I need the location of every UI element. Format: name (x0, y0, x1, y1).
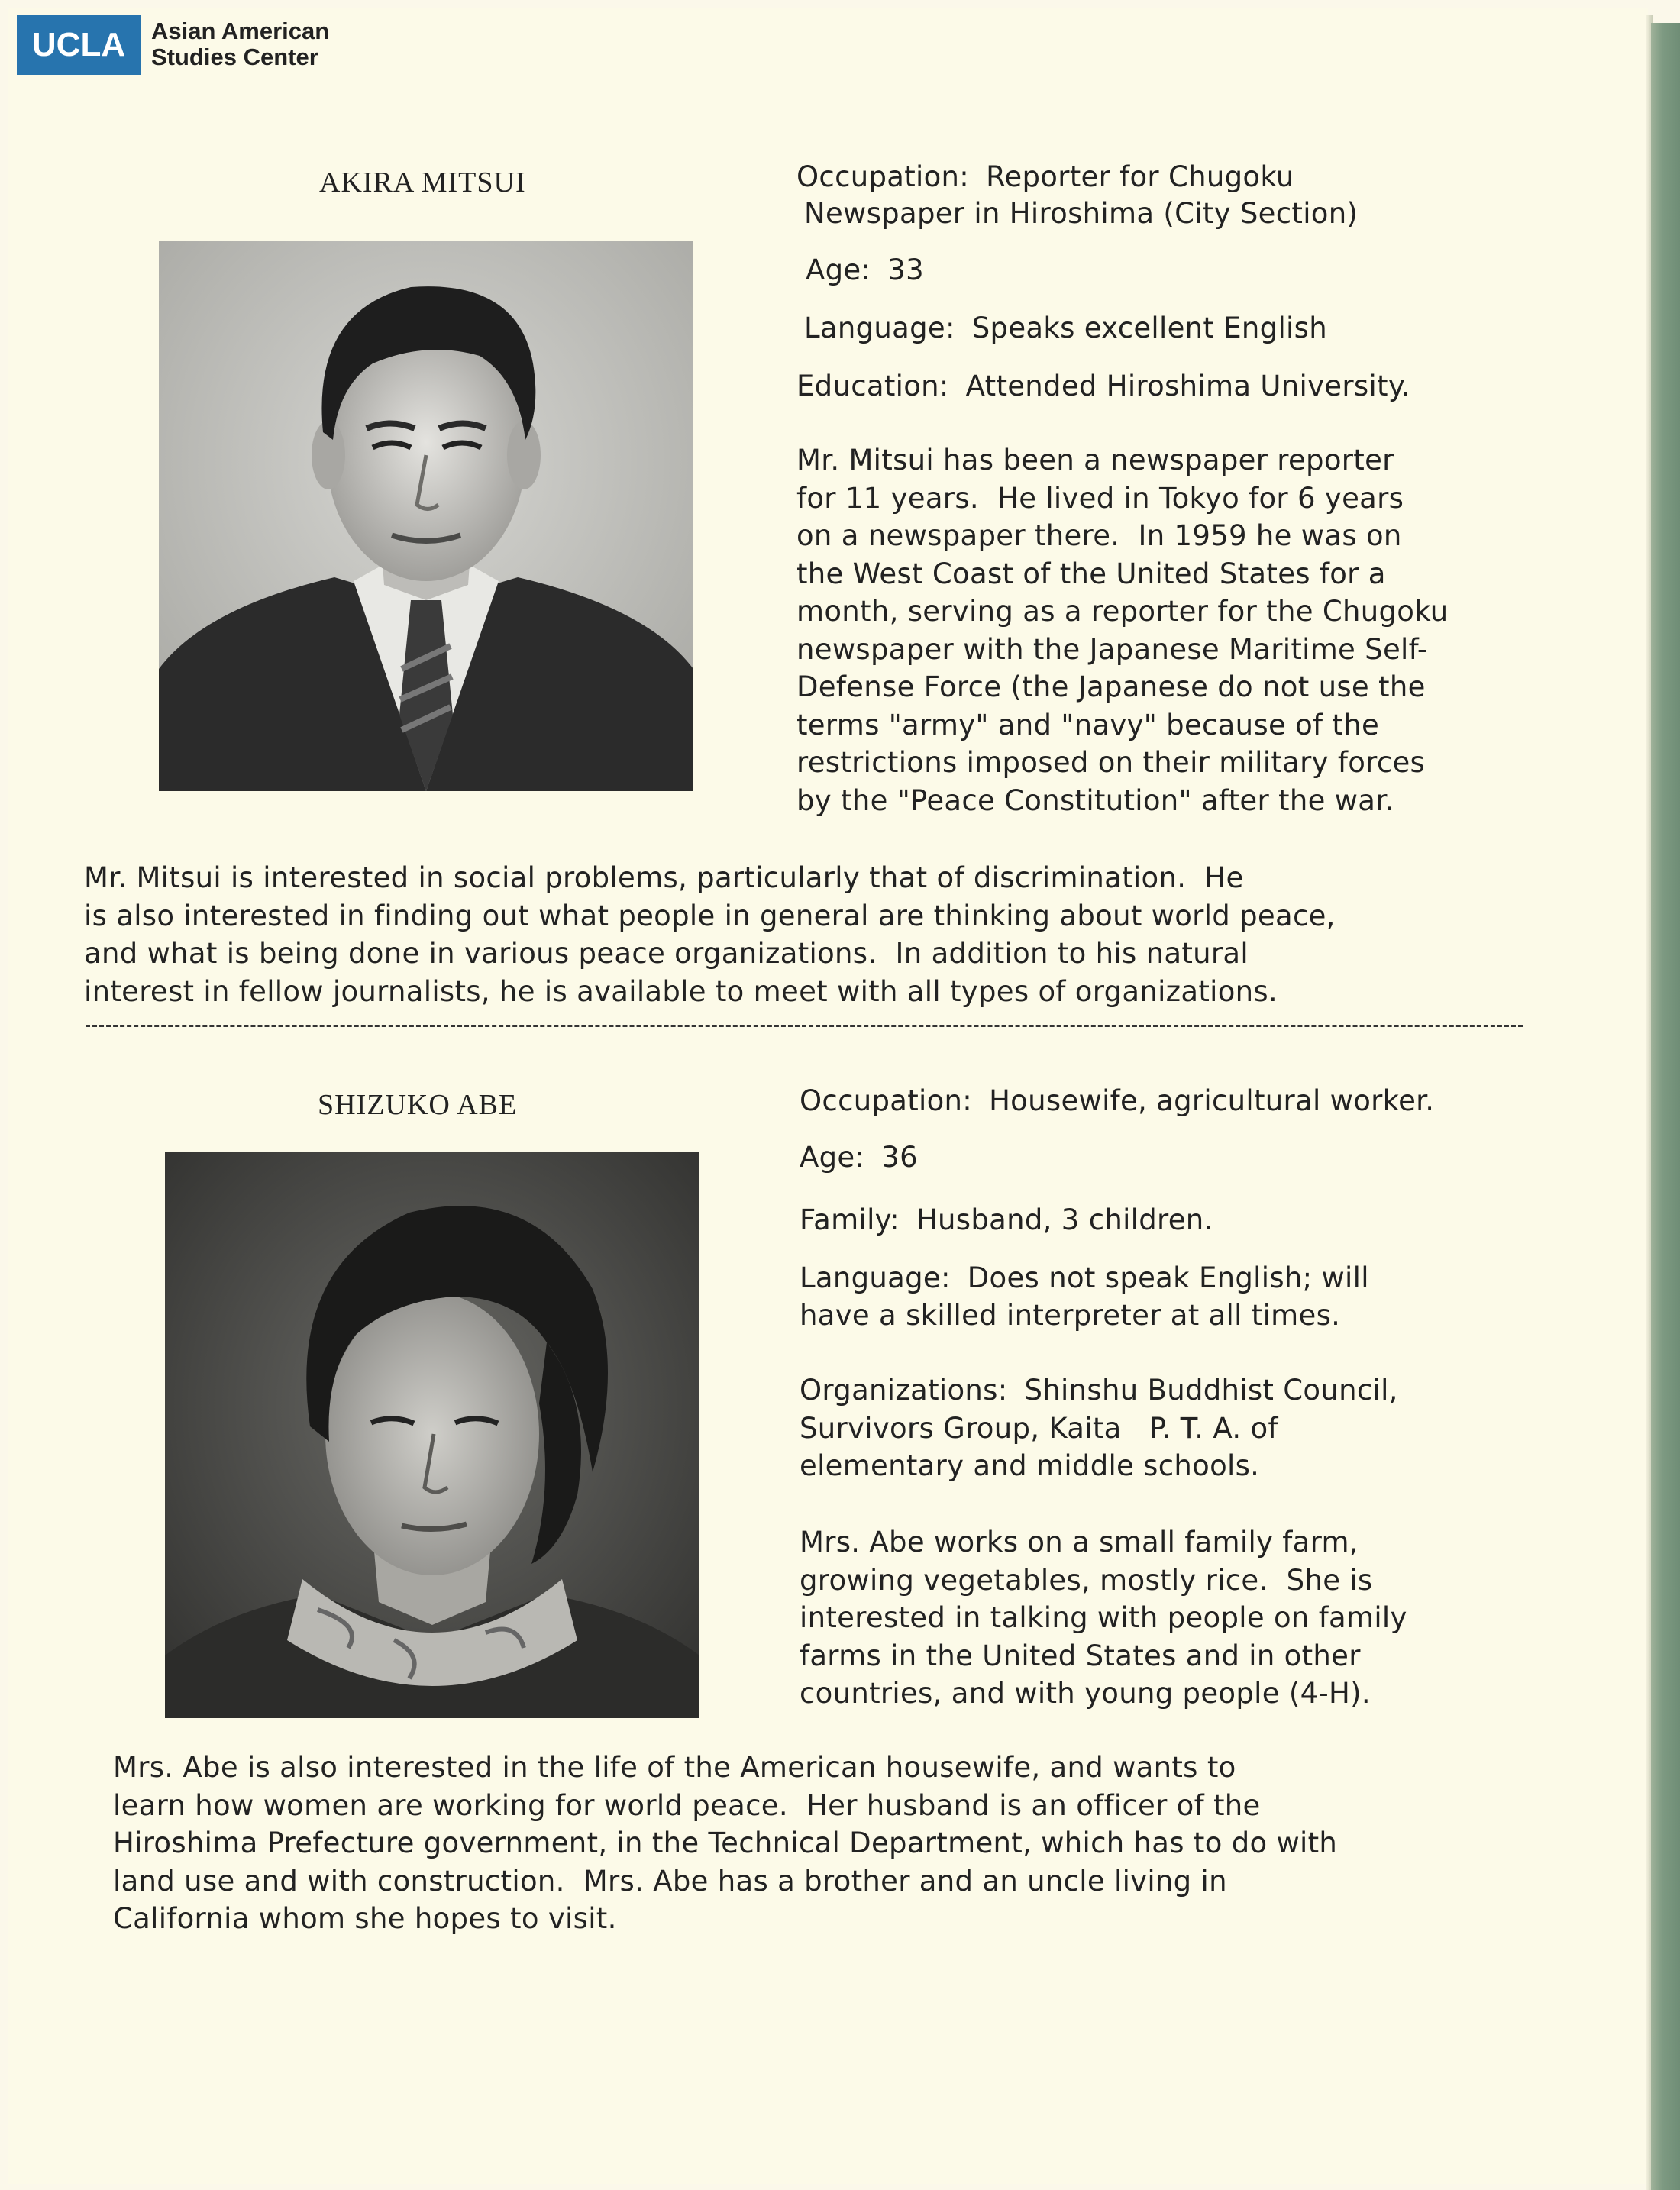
profile2-bio-line: interested in talking with people on family (800, 1601, 1407, 1634)
profile2-extra (113, 1749, 1337, 1938)
profile2-age-value: 36 (881, 1141, 918, 1174)
profile1-photo (159, 241, 693, 791)
profile2-organizations-value-2: Survivors Group, Kaita P. T. A. of (800, 1411, 1278, 1445)
profile1-language-label: Language: (804, 312, 955, 344)
profile2-organizations-value-1: Shinshu Buddhist Council, (1024, 1374, 1398, 1407)
profile1-bio-line: the West Coast of the United States for a (796, 557, 1386, 590)
portrait-man-icon (159, 241, 693, 791)
profile1-bio-line: Defense Force (the Japanese do not use the (796, 670, 1426, 703)
profile2-extra-line: Hiroshima Prefecture government, in the Technical Department, which has to do with (113, 1827, 1338, 1859)
profile2-family (800, 1203, 1213, 1236)
profile1-extra-line: and what is being done in various peace organizations. In addition to his natural (84, 937, 1249, 970)
profile1-occupation (796, 160, 1294, 193)
profile2-occupation (800, 1084, 1434, 1117)
profile2-organizations-value-3: elementary and middle schools. (800, 1449, 1260, 1482)
profile1-extra-line: interest in fellow journalists, he is available to meet with all types of organizations. (84, 974, 1278, 1008)
profile2-extra-line: Mrs. Abe is also interested in the life of the American housewife, and wants to (113, 1751, 1236, 1784)
center-name-line-1: Asian American (151, 18, 330, 44)
profile2-bio-line: farms in the United States and in other (800, 1639, 1361, 1672)
profile2-language (800, 1261, 1369, 1294)
profile1-age-value: 33 (887, 254, 924, 286)
profile1-name: AKIRA MITSUI (319, 166, 526, 199)
profile1-bio-line: for 11 years. He lived in Tokyo for 6 years (796, 481, 1404, 515)
profile1-occupation-label: Occupation: (796, 160, 970, 193)
profile1-education-label: Education: (796, 370, 949, 402)
profile2-bio-line: countries, and with young people (4-H). (800, 1677, 1371, 1710)
profile1-bio (796, 441, 1449, 819)
profile1-bio-line: Mr. Mitsui has been a newspaper reporter (796, 444, 1394, 476)
profile2-language-value-1: Does not speak English; will (967, 1261, 1369, 1294)
profile1-extra-line: is also interested in finding out what people in general are thinking about world peace, (84, 899, 1336, 932)
profile2-organizations-line-1 (800, 1371, 1398, 1410)
profile2-occupation-value: Housewife, agricultural worker. (989, 1084, 1435, 1117)
profile2-name: SHIZUKO ABE (318, 1089, 518, 1121)
ucla-aasc-logo (17, 15, 329, 75)
profile1-language-value: Speaks excellent English (971, 312, 1327, 344)
profile2-language-value-2: have a skilled interpreter at all times. (800, 1299, 1341, 1332)
profile2-language-label: Language: (800, 1261, 951, 1294)
section-divider (86, 1025, 1523, 1027)
profile2-age-label: Age: (800, 1141, 865, 1174)
profile1-occupation-value-2: Newspaper in Hiroshima (City Section) (804, 197, 1359, 230)
center-name (151, 18, 329, 70)
profile1-bio-line: by the "Peace Constitution" after the war. (796, 783, 1394, 817)
profile1-extra (84, 859, 1336, 1010)
profile2-organizations-label: Organizations: (800, 1374, 1008, 1407)
profile1-bio-line: newspaper with the Japanese Maritime Self- (796, 632, 1428, 666)
profile2-bio (800, 1523, 1407, 1713)
portrait-woman-icon (165, 1152, 699, 1718)
ucla-badge: UCLA (17, 15, 141, 75)
profile2-extra-line: learn how women are working for world peace. Her husband is an officer of the (113, 1788, 1261, 1822)
profile2-extra-line: land use and with construction. Mrs. Abe has a brother and an uncle living in (113, 1864, 1227, 1898)
profile2-bio-line: Mrs. Abe works on a small family farm, (800, 1526, 1359, 1559)
profile2-photo (165, 1152, 699, 1718)
profile2-family-label: Family: (800, 1203, 900, 1236)
profile2-organizations (800, 1371, 1398, 1485)
profile1-language (804, 312, 1327, 344)
profile1-age-label: Age: (806, 254, 871, 286)
profile1-bio-line: on a newspaper there. In 1959 he was on (796, 519, 1402, 552)
profile2-occupation-label: Occupation: (800, 1084, 973, 1117)
profile1-bio-line: month, serving as a reporter for the Chugoku (796, 595, 1449, 628)
profile1-education (796, 370, 1410, 402)
profile1-age (806, 254, 924, 286)
profile1-education-value: Attended Hiroshima University. (965, 370, 1410, 402)
profile2-age (800, 1141, 918, 1174)
green-backing-strip (1651, 23, 1680, 2190)
profile2-extra-line: California whom she hopes to visit. (113, 1902, 617, 1935)
profile1-bio-line: terms "army" and "navy" because of the (796, 708, 1380, 741)
center-name-line-2: Studies Center (151, 44, 318, 70)
profile2-bio-line: growing vegetables, mostly rice. She is (800, 1563, 1373, 1597)
profile1-bio-line: restrictions imposed on their military forces (796, 746, 1426, 779)
profile1-occupation-value-1: Reporter for Chugoku (986, 160, 1294, 193)
profile2-family-value: Husband, 3 children. (916, 1203, 1213, 1236)
profile1-extra-line: Mr. Mitsui is interested in social problems, particularly that of discrimination. He (84, 861, 1244, 894)
